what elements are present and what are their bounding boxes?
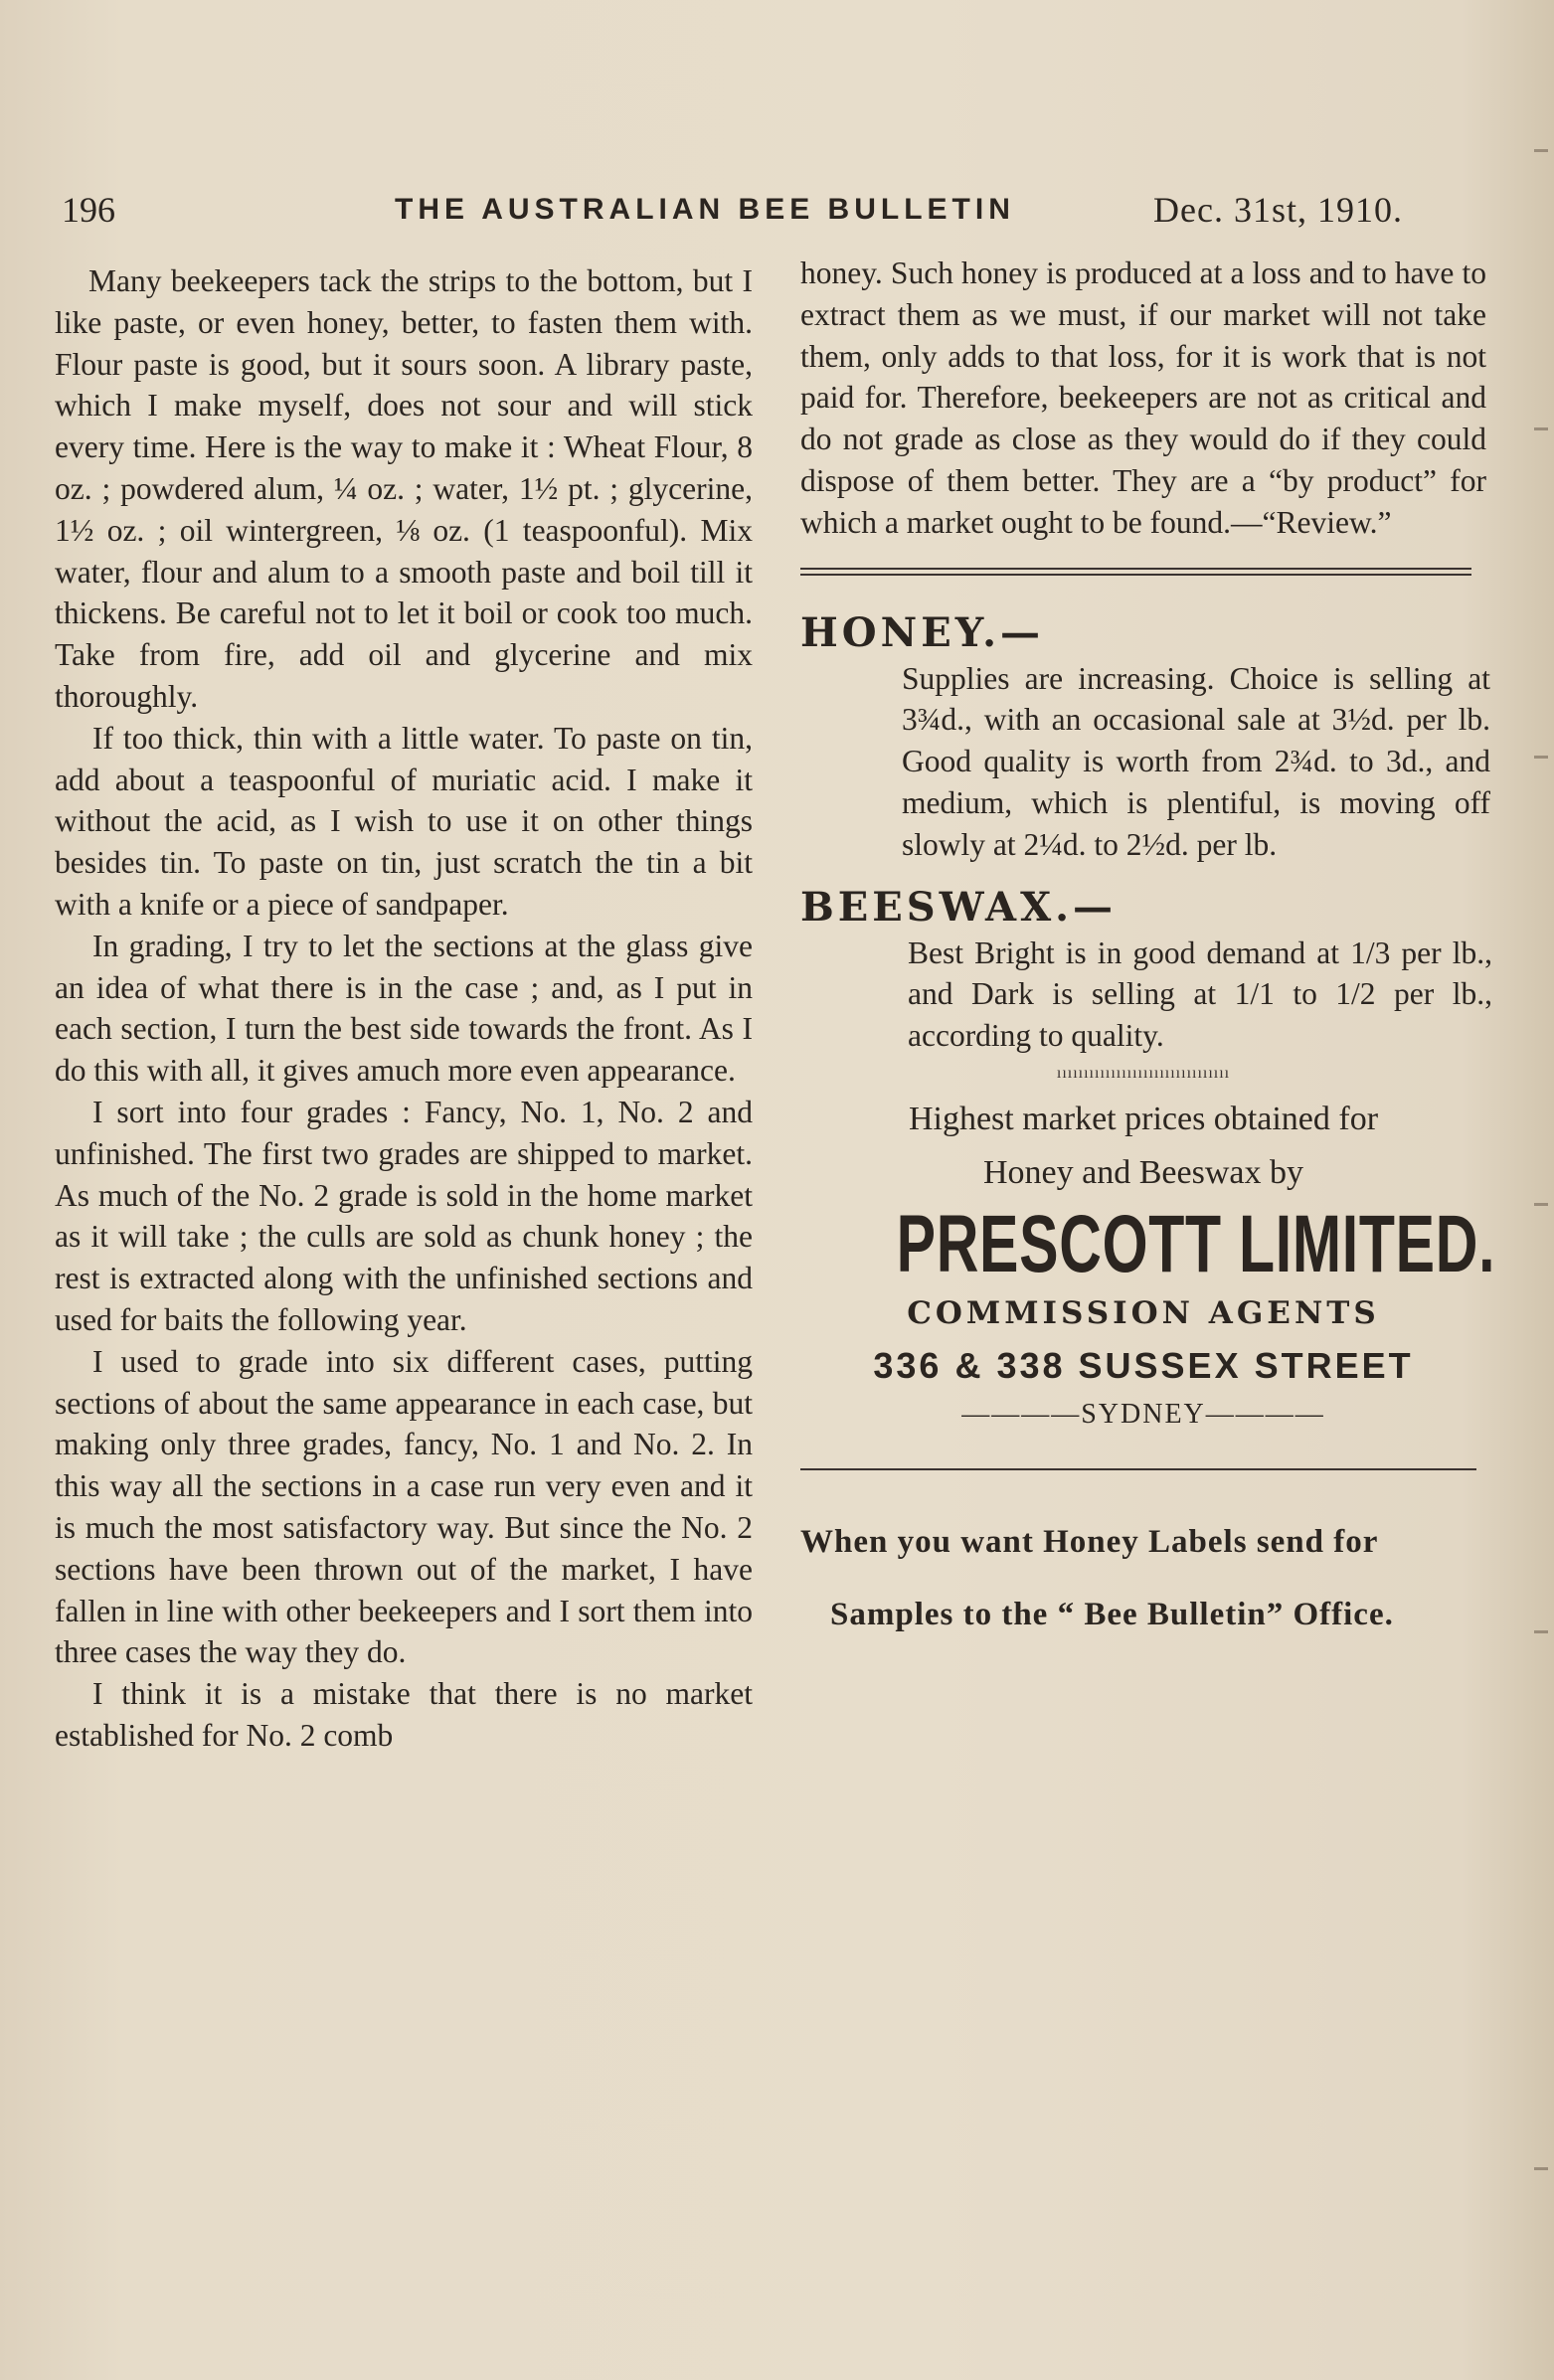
article-paragraph: If too thick, thin with a little water. To paste on tin, add about a teaspoonful of muriatic acid. I make it without the acid, as I wish to use it on other things besides tin. To paste on tin, just scratch the tin a bit with a knife or a piece of sandpaper.	[55, 720, 753, 922]
honey-report: Supplies are increasing. Choice is selling at 3¾d., with an occasional sale at 3½d. per lb. Good quality is worth from 2¾d. to 3d., and medium, which is plentiful, is moving off slowly at 2¼d. to 2½d. per lb.	[902, 660, 1490, 862]
page-edge-mark	[1534, 756, 1548, 759]
page-header	[62, 189, 1444, 237]
advert-agents: COMMISSION AGENTS	[907, 1294, 1380, 1331]
article-paragraph: I used to grade into six different cases, putting sections of about the same appearance in each case, but making only three grades, fancy, No. 1 and No. 2. In this way all the sections in a case run very even and it is much the most satisfactory way. But since the No. 2 sections have been thrown out of the market, I have fallen in line with other beekeepers and I sort them into three cases the way they do.	[55, 1343, 753, 1670]
page-edge-mark	[1534, 2167, 1548, 2170]
advert-firm-name: PRESCOTT LIMITED.	[896, 1198, 1496, 1289]
page-edge-mark	[1534, 1203, 1548, 1206]
page-edge-mark	[1534, 1630, 1548, 1633]
page-number: 196	[62, 190, 115, 230]
issue-date: Dec. 31st, 1910.	[1153, 190, 1403, 230]
left-column	[55, 260, 753, 1757]
page-edge-mark	[1534, 149, 1548, 152]
honey-heading: HONEY.—	[800, 608, 1045, 656]
beeswax-heading: BEESWAX.—	[800, 883, 1118, 931]
article-continuation: honey. Such honey is produced at a loss and to have to extract them as we must, if our market will not take them, only adds to that loss, for it is work that is not paid for. Therefore, beekeepers are not as critical and do not grade as close as they would do if they could dispose of them better. They are a “by product” for which a market ought to be found.—“Review.”	[800, 255, 1486, 540]
right-column	[800, 253, 1496, 1633]
article-paragraph: I think it is a mistake that there is no market established for No. 2 comb	[55, 1676, 753, 1753]
advert-line-1: Highest market prices obtained for	[908, 1100, 1379, 1137]
ornament-divider: ıııııııııııııııııııııııııııııııı	[1056, 1064, 1231, 1082]
advert-street: 336 & 338 SUSSEX STREET	[873, 1344, 1414, 1386]
beeswax-report: Best Bright is in good demand at 1/3 per lb., and Dark is selling at 1/1 to 1/2 per lb., according to quality.	[908, 935, 1492, 1054]
double-rule	[800, 568, 1471, 576]
article-paragraph: In grading, I try to let the sections at the glass give an idea of what there is in the case ; and, as I put in each section, I turn the best side towards the front. As I do this with all, it gives amuch more even appearance.	[55, 928, 753, 1089]
journal-title: THE AUSTRALIAN BEE BULLETIN	[395, 193, 1015, 226]
article-paragraph: I sort into four grades : Fancy, No. 1, No. 2 and unfinished. The first two grades are shipped to market. As much of the No. 2 grade is sold in the home market as it will take ; the culls are sold as chunk honey ; the rest is extracted along with the unfinished sections and used for baits the following year.	[55, 1094, 753, 1337]
article-paragraph: Many beekeepers tack the strips to the bottom, but I like paste, or even honey, better, to fasten them with. Flour paste is good, but it sours soon. A library paste, which I make myself, does not sour and will stick every time. Here is the way to make it : Wheat Flour, 8 oz. ; powdered alum, ¼ oz. ; water, 1½ pt. ; glycerine, 1½ oz. ; oil wintergreen, ⅛ oz. (1 teaspoonful). Mix water, flour and alum to a smooth paste and boil till it thickens. Be careful not to let it boil or cook too much. Take from fire, add oil and glycerine and mix thoroughly.	[55, 263, 753, 714]
advert-city: ————SYDNEY————	[961, 1398, 1325, 1430]
page-edge-mark	[1534, 427, 1548, 430]
labels-notice-line-2: Samples to the “ Bee Bulletin” Office.	[830, 1596, 1394, 1632]
advert-line-2: Honey and Beeswax by	[983, 1153, 1303, 1191]
labels-notice-line-1: When you want Honey Labels send for	[800, 1523, 1379, 1560]
